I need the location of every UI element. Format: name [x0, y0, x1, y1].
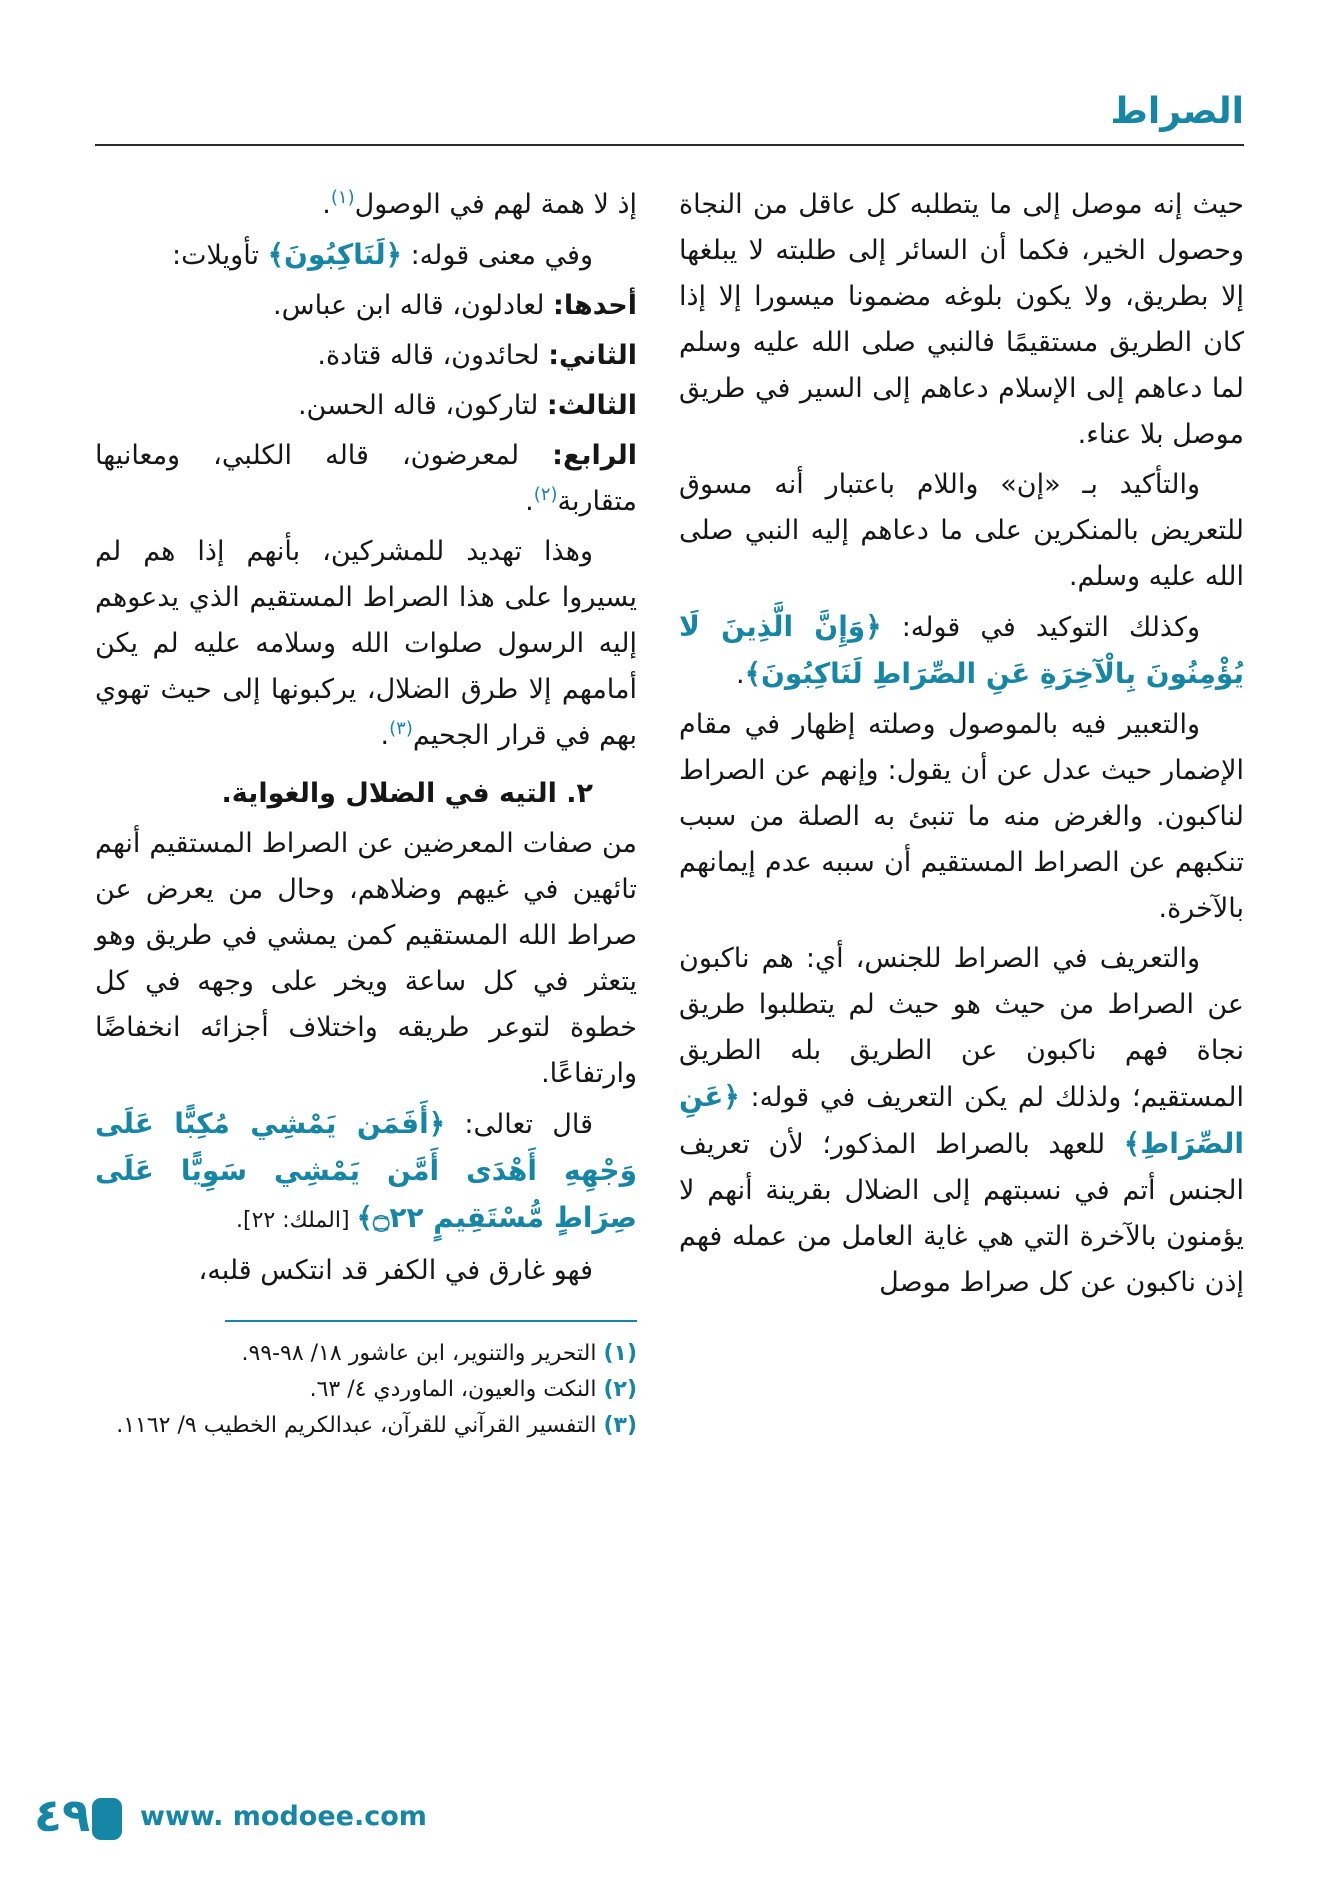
quran-verse: ﴿عَنِ الصِّرَاطِ﴾: [679, 1080, 1244, 1160]
emphasis-text: أحدها:: [553, 290, 637, 321]
body-text: .: [380, 720, 390, 751]
paragraph-with-verse: [679, 936, 1244, 1306]
footnote-text: التفسير القرآني للقرآن، عبدالكريم الخطيب ٩/ ١١٦٢.: [116, 1413, 604, 1438]
left-column: [95, 182, 637, 1444]
body-text: لمعرضون، قاله الكلبي، ومعانيها متقاربة: [95, 440, 637, 517]
chapter-title: الصراط: [1110, 91, 1244, 132]
footnote: [95, 1336, 637, 1372]
page-content: [95, 182, 1244, 1770]
quran-verse: ﴿وَإِنَّ الَّذِينَ لَا يُؤْمِنُونَ بِالْآخِرَةِ عَنِ الصِّرَاطِ لَنَاكِبُونَ﴾: [679, 610, 1244, 690]
body-text: والتعبير فيه بالموصول وصلته إظهار في مقام الإضمار حيث عدل عن أن يقول: وإنهم عن الصراط لناكبون. والغرض منه ما تنبئ به الصلة من سبب تنكبهم عن الصراط المستقيم أن سببه عدم إيمانهم بالآخرة.: [679, 709, 1244, 924]
footnote-number: (٢): [603, 1377, 637, 1402]
body-text: قال تعالى:: [445, 1109, 594, 1140]
paragraph: [95, 821, 637, 1097]
verse-citation: [الملك: ٢٢].: [235, 1208, 357, 1233]
page-footer: [0, 1780, 1339, 1890]
right-column: [679, 182, 1244, 1310]
footnotes-section: [95, 1320, 637, 1444]
body-text: فهو غارق في الكفر قد انتكس قلبه،: [198, 1255, 593, 1286]
footnote-number: (١): [603, 1341, 637, 1366]
page-header: [95, 92, 1244, 146]
paragraph-continuation: [679, 182, 1244, 458]
body-text: لعادلون، قاله ابن عباس.: [273, 290, 554, 321]
header-divider: [95, 144, 1244, 146]
list-item: [95, 433, 637, 525]
body-text: تأويلات:: [172, 240, 268, 271]
footnote: [95, 1372, 637, 1408]
body-text: .: [322, 189, 331, 220]
emphasis-text: الثالث:: [546, 390, 637, 421]
quran-verse: ﴿أَفَمَن يَمْشِي مُكِبًّا عَلَى وَجْهِهِ أَهْدَى أَمَّن يَمْشِي سَوِيًّا عَلَى صِرَاطٍ مُّسْتَقِيمٍ ۝٢٢﴾: [95, 1107, 637, 1234]
emphasis-text: ٢. التيه في الضلال والغواية.: [221, 778, 593, 809]
emphasis-text: الرابع:: [552, 440, 637, 471]
footnote-ref: (٢): [533, 484, 558, 505]
footer-accent-bar: [92, 1798, 122, 1840]
paragraph: [95, 1248, 637, 1294]
list-item: [95, 383, 637, 429]
paragraph: [679, 702, 1244, 932]
body-text: لحائدون، قاله قتادة.: [317, 340, 549, 371]
body-text: وهذا تهديد للمشركين، بأنهم إذا هم لم يسيروا على هذا الصراط المستقيم الذي يدعوهم إليه الرسول صلوات الله وسلامه عليه لم يكن أمامهم إلا طرق الضلال، يركبونها إلى حيث تهوي بهم في قرار الجحيم: [95, 536, 637, 751]
body-text: لتاركون، قاله الحسن.: [297, 390, 547, 421]
paragraph-with-verse: [95, 1101, 637, 1244]
body-text: .: [525, 486, 534, 517]
footer-url: www. modoee.com: [140, 1801, 427, 1832]
paragraph-with-verse: [95, 232, 637, 279]
body-text: إذ لا همة لهم في الوصول: [354, 189, 637, 220]
footnotes-list: [95, 1336, 637, 1444]
footnote-ref: (١): [330, 187, 355, 208]
body-text: والتعريف في الصراط للجنس، أي: هم ناكبون عن الصراط من حيث هو حيث لم يتطلبوا طريق نجاة فهم ناكبون عن الطريق بله الطريق المستقيم؛ ولذلك لم يكن التعريف في قوله:: [679, 943, 1244, 1113]
left-column-text: [95, 182, 637, 1294]
emphasis-text: الثاني:: [548, 340, 637, 371]
body-text: وكذلك التوكيد في قوله:: [881, 612, 1200, 643]
list-item: [95, 283, 637, 329]
quran-verse: ﴿لَنَاكِبُونَ﴾: [267, 238, 402, 271]
footnote-ref: (٣): [389, 718, 413, 739]
footnote-text: النكت والعيون، الماوردي ٤/ ٦٣.: [309, 1377, 604, 1402]
footnote-text: التحرير والتنوير، ابن عاشور ١٨/ ٩٨-٩٩.: [241, 1341, 604, 1366]
footnote: [95, 1408, 637, 1444]
paragraph-continuation: [95, 182, 637, 228]
page-number: ٤٩: [34, 1788, 91, 1842]
paragraph-with-verse: [679, 604, 1244, 698]
paragraph: [679, 462, 1244, 600]
body-text: للعهد بالصراط المذكور؛ لأن تعريف الجنس أتم في نسبتهم إلى الضلال بقرينة أنهم لا يؤمنون بالآخرة التي هي غاية العامل من عمله فهم إذن ناكبون عن كل صراط موصل: [679, 1129, 1244, 1298]
section-heading: [95, 771, 637, 817]
body-text: حيث إنه موصل إلى ما يتطلبه كل عاقل من النجاة وحصول الخير، فكما أن السائر إلى طلبته لا يبلغها إلا بطريق، ولا يكون بلوغه مضمونا ميسورا إلا إذا كان الطريق مستقيمًا فالنبي صلى الله عليه وسلم لما دعاهم إلى الإسلام دعاهم إلى السير في طريق موصل بلا عناء.: [679, 189, 1244, 450]
list-item: [95, 333, 637, 379]
body-text: .: [735, 659, 745, 690]
paragraph: [95, 529, 637, 759]
body-text: وفي معنى قوله:: [402, 240, 593, 271]
body-text: من صفات المعرضين عن الصراط المستقيم أنهم تائهين في غيهم وضلاهم، وحال من يعرض عن صراط الله المستقيم كمن يمشي في طريق وهو يتعثر في كل ساعة ويخر على وجهه في كل خطوة لتوعر طريقه واختلاف أجزائه انخفاضًا وارتفاعًا.: [95, 828, 637, 1089]
body-text: والتأكيد بـ «إن» واللام باعتبار أنه مسوق للتعريض بالمنكرين على ما دعاهم إليه النبي صلى الله عليه وسلم.: [679, 469, 1244, 592]
footnote-number: (٣): [603, 1413, 637, 1438]
footnote-divider: [225, 1320, 637, 1322]
